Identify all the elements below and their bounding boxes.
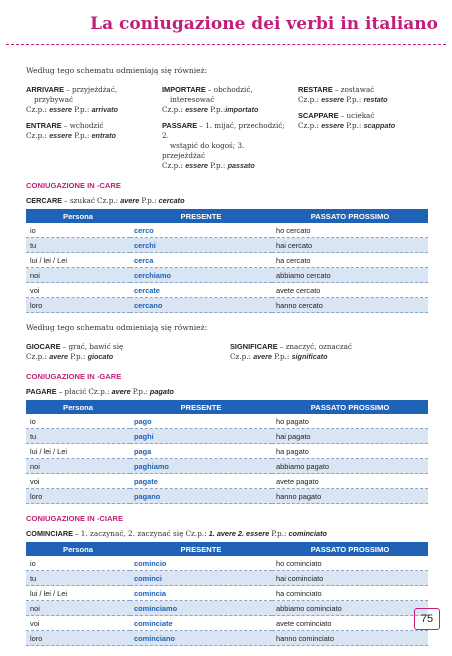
presente-cell: cominciamo: [130, 601, 272, 616]
verb-name: CERCARE: [26, 196, 63, 205]
aux-verb: essere: [185, 161, 208, 170]
presente-cell: cominciano: [130, 631, 272, 646]
passato-cell: ho pagato: [272, 414, 428, 429]
verb-name: SCAPPARE: [298, 111, 339, 120]
column-header: Persona: [26, 542, 130, 556]
presente-cell: cerca: [130, 253, 272, 268]
verbs-column-1: [26, 85, 152, 177]
page-content: [26, 66, 426, 656]
passato-cell: ha pagato: [272, 444, 428, 459]
verb-translation: przyjeżdżać,: [72, 85, 118, 94]
passato-cell: abbiamo cominciato: [272, 601, 428, 616]
section-title-gare: CONIUGAZIONE IN -GARE: [26, 372, 122, 381]
aux-verb: essere: [49, 105, 72, 114]
past-participle: entrato: [91, 131, 116, 140]
past-participle: pagato: [149, 387, 174, 396]
table-row: [26, 429, 428, 444]
column-header: PRESENTE: [130, 542, 272, 556]
persona-cell: io: [26, 414, 130, 429]
table-header-row: [26, 209, 428, 223]
presente-cell: cercate: [130, 283, 272, 298]
aux-verb: avere: [111, 387, 131, 396]
verb-entry: IMPORTARE – obchodzić, interesować Cz.p.: essere P.p.:importato: [162, 85, 259, 114]
verbs-column-3: [298, 85, 428, 177]
pp-label: Cz.p.:: [230, 352, 251, 361]
verb-entry: PASSARE – 1. mijać, przechodzić; 2. wstąpić do kogoś; 3. przejeżdżać Cz.p.: essere P.p.: passato: [162, 121, 285, 170]
presente-cell: comincio: [130, 556, 272, 571]
verbs-column-2: [162, 85, 288, 177]
verb-translation: szukać: [69, 196, 95, 205]
persona-cell: lui / lei / Lei: [26, 444, 130, 459]
verb-translation: uciekać: [346, 111, 375, 120]
aux-verb: avere: [253, 352, 272, 361]
presente-cell: cominci: [130, 571, 272, 586]
pp-label: Cz.p.:: [162, 105, 183, 114]
presente-cell: cominciate: [130, 616, 272, 631]
table-row: [26, 616, 428, 631]
pp-tag: P.p.:: [346, 121, 362, 130]
verb-entry: ARRIVARE – przyjeżdżać, przybywać Cz.p.: essere P.p.: arrivato: [26, 85, 118, 114]
presente-cell: cercano: [130, 298, 272, 313]
passato-cell: ha cercato: [272, 253, 428, 268]
pp-tag: P.p.:: [274, 352, 290, 361]
passato-cell: hanno cercato: [272, 298, 428, 313]
page-title: La coniugazione dei verbi in italiano: [90, 14, 438, 34]
aux-verb: 1. avere 2. essere: [208, 529, 270, 538]
page-number: 75: [414, 608, 440, 630]
verb-name: ENTRARE: [26, 121, 62, 130]
section-title-ciare: CONIUGAZIONE IN -CIARE: [26, 514, 124, 523]
persona-cell: noi: [26, 601, 130, 616]
persona-cell: tu: [26, 429, 130, 444]
table-row: [26, 414, 428, 429]
column-header: PRESENTE: [130, 400, 272, 414]
verb-translation: grać, bawić się: [68, 342, 124, 351]
verb-name: PAGARE: [26, 387, 57, 396]
verb-name: PASSARE: [162, 121, 198, 130]
persona-cell: loro: [26, 489, 130, 504]
verb-entry: ENTRARE – wchodzić Cz.p.: essere P.p.: entrato: [26, 121, 116, 140]
verb-translation-cont: interesować: [170, 95, 215, 104]
presente-cell: paghi: [130, 429, 272, 444]
pp-tag: P.p.:: [210, 161, 226, 170]
header-divider: [6, 44, 446, 45]
pp-tag: P.p.:: [74, 105, 90, 114]
presente-cell: cerchi: [130, 238, 272, 253]
verb-translation: płacić: [64, 387, 87, 396]
pp-label: Cz.p.:: [26, 105, 47, 114]
passato-cell: ho cercato: [272, 223, 428, 238]
pp-tag: P.p.:: [346, 95, 362, 104]
past-participle: cominciato: [288, 529, 327, 538]
verb-translation: 1. mijać, przechodzić; 2.: [162, 121, 285, 140]
verb-name: SIGNIFICARE: [230, 342, 278, 351]
presente-cell: pagano: [130, 489, 272, 504]
verbs-column-1: [26, 342, 200, 368]
pp-label: Cz.p.:: [298, 95, 319, 104]
verb-name: GIOCARE: [26, 342, 61, 351]
table-row: [26, 268, 428, 283]
verbs-list-2: [26, 342, 426, 368]
conjugation-table-care: [26, 209, 428, 313]
table-row: [26, 556, 428, 571]
table-row: [26, 223, 428, 238]
passato-cell: avete pagato: [272, 474, 428, 489]
verb-translation: znaczyć, oznaczać: [285, 342, 352, 351]
passato-cell: abbiamo cercato: [272, 268, 428, 283]
persona-cell: loro: [26, 298, 130, 313]
verb-translation-cont: przybywać: [34, 95, 74, 104]
persona-cell: voi: [26, 283, 130, 298]
past-participle: arrivato: [91, 105, 118, 114]
table-row: [26, 238, 428, 253]
passato-cell: hanno pagato: [272, 489, 428, 504]
persona-cell: noi: [26, 268, 130, 283]
past-participle: scappato: [363, 121, 396, 130]
past-participle: giocato: [87, 352, 114, 361]
verb-name: COMINCIARE: [26, 529, 74, 538]
verb-translation: zostawać: [340, 85, 375, 94]
verb-name: IMPORTARE: [162, 85, 206, 94]
persona-cell: voi: [26, 474, 130, 489]
verb-entry: GIOCARE – grać, bawić się Cz.p.: avere P.p.: giocato: [26, 342, 124, 361]
table-header-row: [26, 400, 428, 414]
past-participle: importato: [225, 105, 259, 114]
aux-verb: essere: [321, 121, 344, 130]
pp-tag: P.p.:: [210, 105, 226, 114]
persona-cell: voi: [26, 616, 130, 631]
persona-cell: io: [26, 223, 130, 238]
column-header: PASSATO PROSSIMO: [272, 542, 428, 556]
passato-cell: hanno cominciato: [272, 631, 428, 646]
verb-entry: RESTARE – zostawać Cz.p.: essere P.p.: restato: [298, 85, 388, 104]
passato-cell: ha cominciato: [272, 586, 428, 601]
section-verb-gare: PAGARE – płacić Cz.p.: avere P.p.: pagato: [26, 387, 174, 396]
column-header: PASSATO PROSSIMO: [272, 400, 428, 414]
intro-text-2: Według tego schematu odmieniają się również:: [26, 323, 208, 332]
persona-cell: loro: [26, 631, 130, 646]
table-row: [26, 253, 428, 268]
presente-cell: pago: [130, 414, 272, 429]
table-row: [26, 283, 428, 298]
table-row: [26, 459, 428, 474]
past-participle: cercato: [158, 196, 185, 205]
past-participle: passato: [227, 161, 255, 170]
table-row: [26, 586, 428, 601]
persona-cell: lui / lei / Lei: [26, 586, 130, 601]
passato-cell: hai pagato: [272, 429, 428, 444]
aux-verb: avere: [120, 196, 140, 205]
page-header: [0, 0, 452, 52]
passato-cell: hai cercato: [272, 238, 428, 253]
passato-cell: abbiamo pagato: [272, 459, 428, 474]
table-row: [26, 474, 428, 489]
conjugation-table-ciare: [26, 542, 428, 646]
table-row: [26, 601, 428, 616]
table-row: [26, 571, 428, 586]
passato-cell: ho cominciato: [272, 556, 428, 571]
pp-label: Cz.p.:: [26, 352, 47, 361]
verb-entry: SCAPPARE – uciekać Cz.p.: essere P.p.: scappato: [298, 111, 396, 130]
column-header: Persona: [26, 209, 130, 223]
persona-cell: tu: [26, 571, 130, 586]
pp-label: Cz.p.:: [298, 121, 319, 130]
verb-entry: SIGNIFICARE – znaczyć, oznaczać Cz.p.: avere P.p.: significato: [230, 342, 352, 361]
section-title-care: CONIUGAZIONE IN -CARE: [26, 181, 121, 190]
verb-translation: wchodzić: [69, 121, 104, 130]
presente-cell: cerchiamo: [130, 268, 272, 283]
aux-verb: essere: [185, 105, 208, 114]
table-row: [26, 631, 428, 646]
persona-cell: io: [26, 556, 130, 571]
pp-label: Cz.p.:: [26, 131, 47, 140]
past-participle: significato: [291, 352, 328, 361]
passato-cell: avete cominciato: [272, 616, 428, 631]
column-header: Persona: [26, 400, 130, 414]
passato-cell: avete cercato: [272, 283, 428, 298]
verbs-list: [26, 85, 426, 177]
presente-cell: paga: [130, 444, 272, 459]
section-verb-ciare: COMINCIARE – 1. zaczynać, 2. zaczynać się Cz.p.: 1. avere 2. essere P.p.: cominciato: [26, 529, 327, 538]
persona-cell: tu: [26, 238, 130, 253]
aux-verb: avere: [49, 352, 68, 361]
verb-name: RESTARE: [298, 85, 333, 94]
table-row: [26, 444, 428, 459]
aux-verb: essere: [49, 131, 72, 140]
pp-tag: P.p.:: [70, 352, 86, 361]
persona-cell: lui / lei / Lei: [26, 253, 130, 268]
verb-translation: obchodzić,: [213, 85, 253, 94]
persona-cell: noi: [26, 459, 130, 474]
column-header: PASSATO PROSSIMO: [272, 209, 428, 223]
table-row: [26, 298, 428, 313]
verb-name: ARRIVARE: [26, 85, 65, 94]
table-row: [26, 489, 428, 504]
presente-cell: comincia: [130, 586, 272, 601]
pp-label: Cz.p.:: [162, 161, 183, 170]
verb-translation-cont: wstąpić do kogoś; 3. przejeżdżać: [162, 141, 245, 160]
verbs-column-2: [230, 342, 404, 368]
pp-tag: P.p.:: [74, 131, 90, 140]
intro-text: Według tego schematu odmieniają się również:: [26, 66, 208, 75]
presente-cell: paghiamo: [130, 459, 272, 474]
passato-cell: hai cominciato: [272, 571, 428, 586]
table-header-row: [26, 542, 428, 556]
presente-cell: pagate: [130, 474, 272, 489]
past-participle: restato: [363, 95, 388, 104]
verb-translation: 1. zaczynać, 2. zaczynać się: [80, 529, 184, 538]
section-verb-care: CERCARE – szukać Cz.p.: avere P.p.: cercato: [26, 196, 185, 205]
aux-verb: essere: [321, 95, 344, 104]
presente-cell: cerco: [130, 223, 272, 238]
conjugation-table-gare: [26, 400, 428, 504]
column-header: PRESENTE: [130, 209, 272, 223]
